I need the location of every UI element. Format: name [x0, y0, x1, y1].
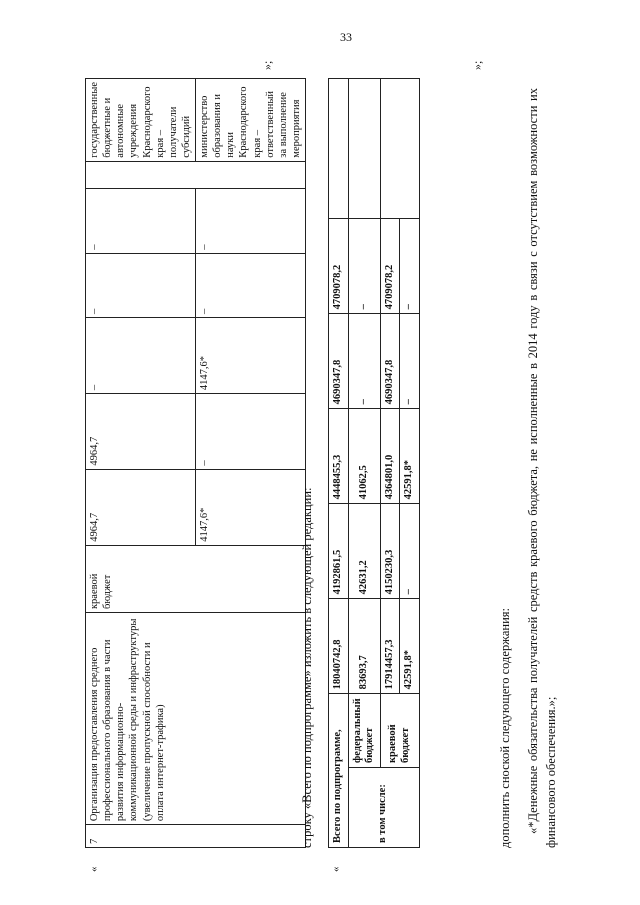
open-quote: « [88, 866, 100, 872]
add-note-line: дополнить сноской следующего содержания: [498, 607, 512, 848]
total-cell: 4448455,3 [329, 409, 349, 504]
value-2017-b: – [196, 189, 306, 253]
reg-b-cell: – [400, 219, 420, 314]
reg-cell: 4150230,3 [380, 504, 400, 599]
executor-recipients: государственные бюджетные и автономные учреждения Краснодарского края – получатели субсидий [86, 79, 196, 161]
page-number: 33 [340, 30, 352, 44]
value-total-b: 4147,6* [196, 469, 306, 545]
reg-b-cell: 42591,8* [400, 599, 420, 694]
intro-line: строку «Всего по подпрограмме» изложить в следующей редакции: [300, 487, 314, 848]
label-total: Всего по подпрограмме, [329, 694, 349, 848]
fed-label: федеральный бюджет [348, 694, 380, 768]
activity-name: Организация предоставления среднего профессионального образования в части развития информационно-коммуникационной среды и инфраструктуры (увеличение пропускной способности и оплата интернет-трафика) [86, 613, 306, 825]
reg-label: краевой бюджет [380, 694, 419, 768]
footnote-text: «*Денежные обязательства получателей средств краевого бюджета, не исполненные в 2014 году в связи с отсутствием возможности их финансового обеспечения.»; [526, 88, 559, 848]
value-2016: – [86, 253, 196, 317]
total-cell: 4192861,5 [329, 504, 349, 599]
table-row [380, 79, 400, 848]
reg-b-cell: – [400, 504, 420, 599]
close-quote-1: »; [260, 60, 274, 70]
total-cell: 4709078,2 [329, 219, 349, 314]
value-2015: – [86, 317, 196, 393]
total-cell: 18040742,8 [329, 599, 349, 694]
empty-cell [329, 79, 349, 219]
open-quote-2: « [330, 866, 342, 872]
totals-table [328, 78, 420, 848]
close-quote-2: »; [470, 60, 484, 70]
value-2017: – [86, 189, 196, 253]
reg-b-cell: – [400, 314, 420, 409]
label-incl: в том числе: [348, 768, 419, 848]
empty-cell [380, 79, 419, 219]
fed-cell: – [348, 314, 380, 409]
result-cell [86, 161, 306, 189]
reg-b-cell: 42591,8* [400, 409, 420, 504]
executor-cell [86, 79, 306, 162]
fed-cell: 83693,7 [348, 599, 380, 694]
executor-responsible: министерство образования и науки Краснодарского края – ответственный за выполнение мероприятия [199, 86, 302, 158]
reg-cell: 4709078,2 [380, 219, 400, 314]
fed-cell: – [348, 219, 380, 314]
row-number: 7 [86, 825, 306, 848]
table-row [329, 79, 349, 848]
total-cell: 4690347,8 [329, 314, 349, 409]
value-2014-b: – [196, 394, 306, 470]
rotated-page-content [30, 48, 590, 878]
reg-cell: 4364801,0 [380, 409, 400, 504]
value-total: 4964,7 [86, 469, 196, 545]
table-row [348, 79, 380, 848]
reg-cell: 4690347,8 [380, 314, 400, 409]
empty-cell [348, 79, 380, 219]
value-2016-b: – [196, 253, 306, 317]
reg-cell: 17914457,3 [380, 599, 400, 694]
fed-cell: 41062,5 [348, 409, 380, 504]
table-row [86, 79, 196, 848]
activity-table [85, 78, 306, 848]
fed-cell: 42631,2 [348, 504, 380, 599]
value-2014: 4964,7 [86, 394, 196, 470]
funding-source: краевой бюджет [86, 545, 306, 612]
value-2015-b: 4147,6* [196, 317, 306, 393]
